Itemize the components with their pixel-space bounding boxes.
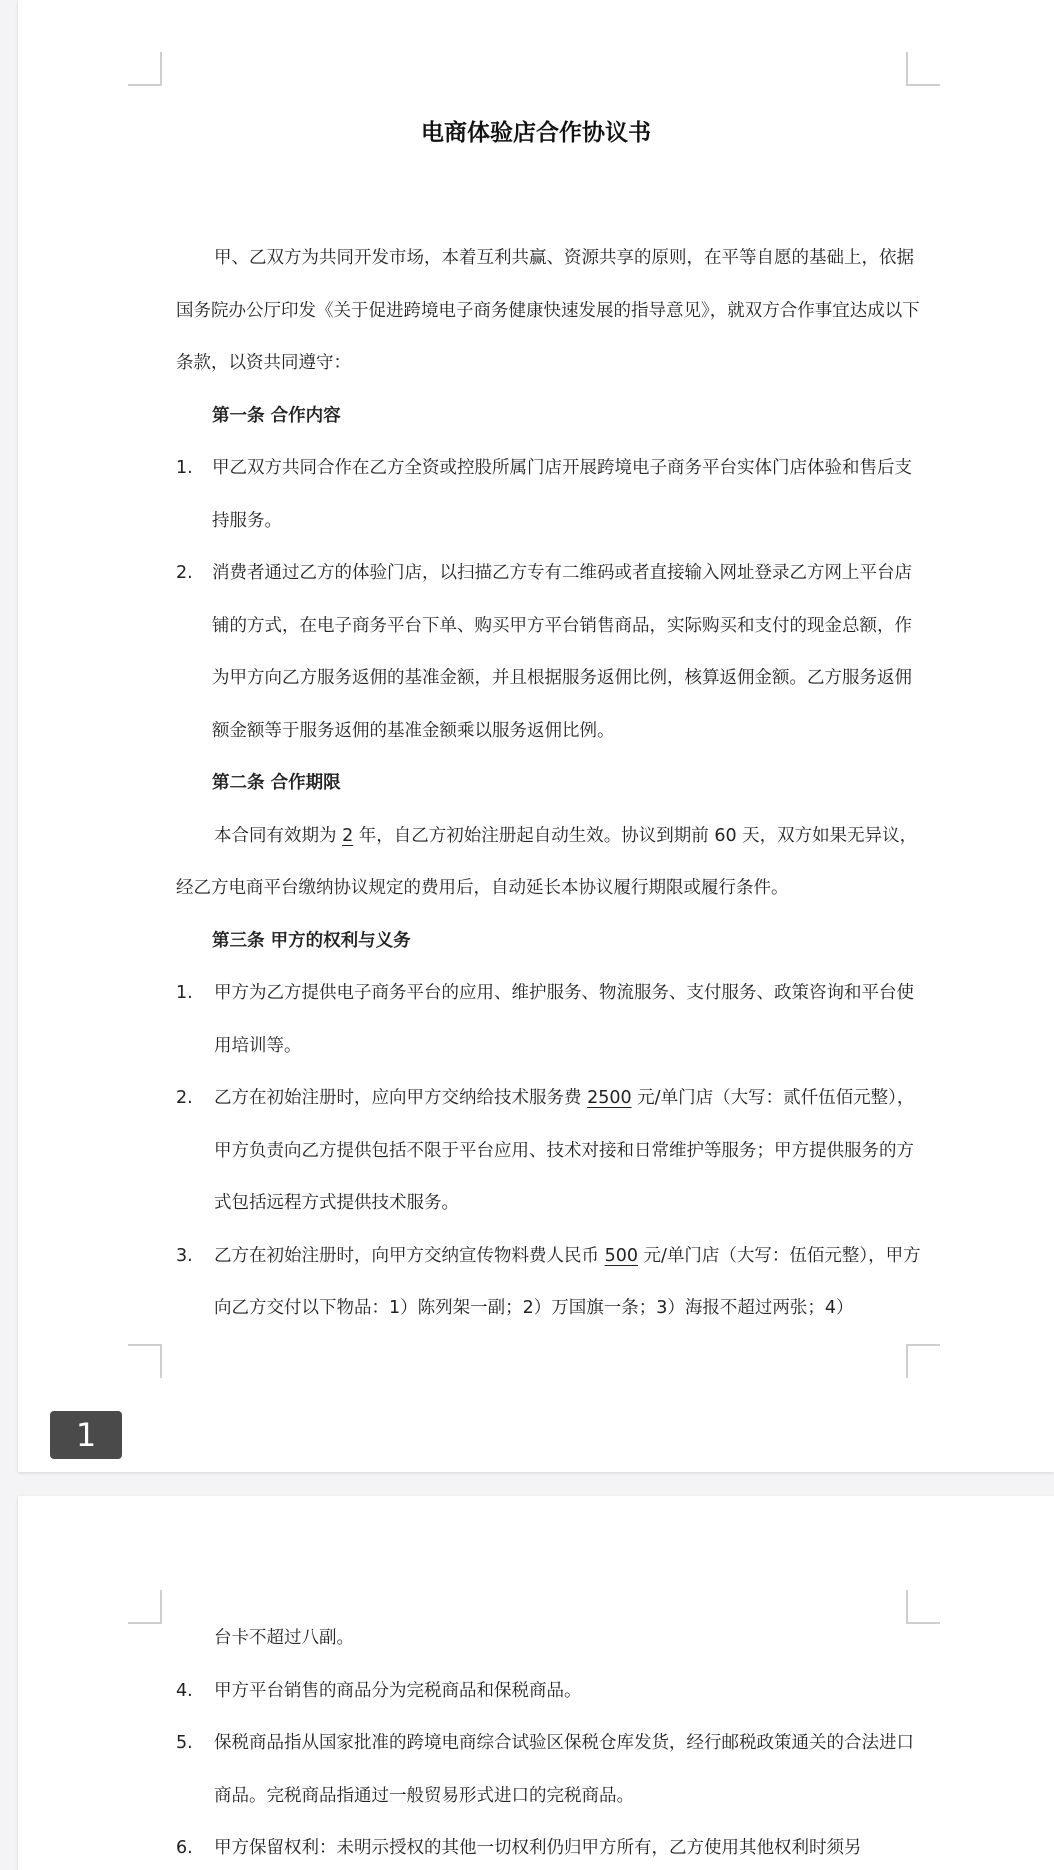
list-text: 甲乙双方共同合作在乙方全资或控股所属门店开展跨境电子商务平台实体门店体验和售后支持服务。 bbox=[212, 458, 912, 531]
list-item bbox=[176, 1665, 928, 1718]
crop-mark bbox=[128, 1590, 162, 1624]
term-text-before: 本合同有效期为 bbox=[214, 825, 343, 846]
crop-mark bbox=[906, 1344, 940, 1378]
crop-mark bbox=[128, 52, 162, 86]
list-number: 6. bbox=[176, 1838, 193, 1858]
intro-paragraph: 甲、乙双方为共同开发市场，本着互利共赢、资源共享的原则，在平等自愿的基础上，依据国务院办公厅印发《关于促进跨境电子商务健康快速发展的指导意见》，就双方合作事宜达成以下条款，以资共同遵守： bbox=[176, 248, 920, 373]
list-item bbox=[176, 547, 928, 757]
term-text-after: 年，自乙方初始注册起自动生效。协议到期前 60 天，双方如果无异议，经乙方电商平台缴纳协议规定的费用后，自动延长本协议履行期限或履行条件。 bbox=[176, 825, 918, 898]
list-number: 2. bbox=[176, 1088, 193, 1108]
list-number: 3. bbox=[176, 1245, 193, 1266]
list-item bbox=[176, 1230, 928, 1335]
service-fee-amount: 2500 bbox=[587, 1088, 632, 1108]
list-item bbox=[176, 1717, 928, 1822]
list-number: 5. bbox=[176, 1733, 193, 1753]
list-number: 2. bbox=[176, 563, 193, 583]
crop-mark bbox=[906, 52, 940, 86]
list-number: 1. bbox=[176, 458, 193, 478]
list-item-continuation: 台卡不超过八副。 bbox=[214, 1628, 354, 1648]
page-2-body bbox=[176, 1612, 928, 1870]
list-text: 保税商品指从国家批准的跨境电商综合试验区保税仓库发货，经行邮税政策通关的合法进口商品。完税商品指通过一般贸易形式进口的完税商品。 bbox=[214, 1733, 914, 1806]
page-1-body bbox=[176, 232, 928, 1335]
term-years: 2 bbox=[342, 825, 354, 846]
list-number: 4. bbox=[176, 1680, 193, 1701]
document-page-1 bbox=[18, 0, 1054, 1472]
article-2-heading: 第二条 合作期限 bbox=[212, 773, 341, 793]
list-item bbox=[176, 967, 928, 1072]
list-text-before: 乙方在初始注册时，应向甲方交纳给技术服务费 bbox=[214, 1088, 588, 1108]
list-text-before: 乙方在初始注册时，向甲方交纳宣传物料费人民币 bbox=[214, 1245, 605, 1266]
article-1-heading: 第一条 合作内容 bbox=[212, 405, 341, 426]
material-fee-amount: 500 bbox=[604, 1245, 638, 1266]
crop-mark bbox=[128, 1344, 162, 1378]
list-text: 消费者通过乙方的体验门店，以扫描乙方专有二维码或者直接输入网址登录乙方网上平台店铺的方式，在电子商务平台下单、购买甲方平台销售商品，实际购买和支付的现金总额，作为甲方向乙方服务返佣的基准金额，并且根据服务返佣比例，核算返佣金额。乙方服务返佣额金额等于服务返佣的基准金额乘以服务返佣比例。 bbox=[212, 563, 912, 741]
list-text-after: 元/单门店（大写：伍佰元整），甲方向乙方交付以下物品：1）陈列架一副；2）万国旗一条；3）海报不超过两张；4） bbox=[214, 1245, 921, 1318]
list-text-after: 元/单门店（大写：贰仟伍佰元整），甲方负责向乙方提供包括不限于平台应用、技术对接和日常维护等服务；甲方提供服务的方式包括远程方式提供技术服务。 bbox=[214, 1088, 915, 1213]
document-page-2 bbox=[18, 1496, 1054, 1870]
list-text: 甲方平台销售的商品分为完税商品和保税商品。 bbox=[214, 1680, 582, 1701]
page-number-badge: 1 bbox=[50, 1411, 122, 1459]
term-paragraph bbox=[176, 810, 928, 915]
list-item bbox=[176, 1072, 928, 1230]
document-title: 电商体验店合作协议书 bbox=[421, 120, 651, 146]
list-item bbox=[176, 1822, 928, 1870]
list-item bbox=[176, 442, 928, 547]
list-text: 甲方为乙方提供电子商务平台的应用、维护服务、物流服务、支付服务、政策咨询和平台使用培训等。 bbox=[214, 983, 914, 1056]
list-text: 甲方保留权利：未明示授权的其他一切权利仍归甲方所有，乙方使用其他权利时须另 bbox=[214, 1838, 862, 1858]
list-number: 1. bbox=[176, 983, 193, 1003]
article-3-heading: 第三条 甲方的权利与义务 bbox=[212, 930, 411, 951]
